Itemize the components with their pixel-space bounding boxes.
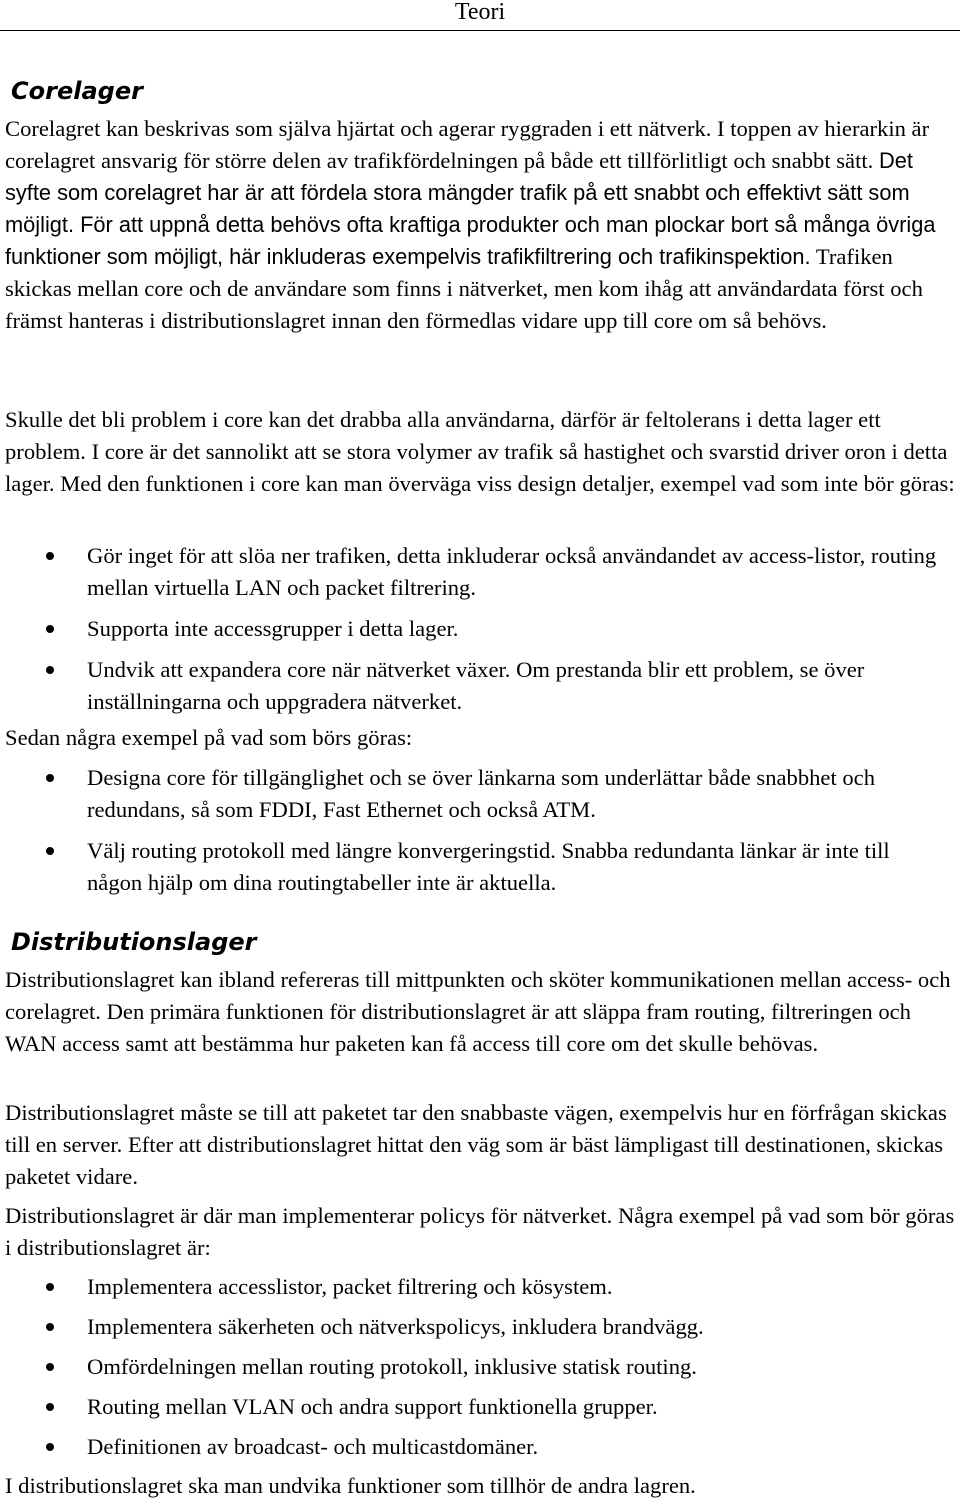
header-divider bbox=[0, 30, 960, 31]
distribution-paragraph-2: Distributionslagret måste se till att paketet tar den snabbaste vägen, exempelvis hur en förfrågan skickas till en server. Efter att distributionslagret hittat den väg som är bäst lämpligast till destinationen, skickas paketet vidare. bbox=[5, 1100, 947, 1189]
list-item-text: Gör inget för att slöa ner trafiken, detta inkluderar också användandet av access-listor, routing mellan virtuella LAN och packet filtrering. bbox=[87, 543, 937, 600]
corelager-paragraph-2: Skulle det bli problem i core kan det drabba alla användarna, därför är feltolerans i detta lager ett problem. I core är det sannolikt att se stora volymer av trafik så hastighet och svarstid driver oron i detta lager. Med den funktionen i core kan man överväga viss design detaljer, exempel vad som inte bör göras: bbox=[5, 407, 955, 496]
distribution-paragraph-3: Distributionslagret är där man implementerar policys för nätverket. Några exempel på vad som bör göras i distributionslagret är: bbox=[5, 1203, 955, 1260]
corelager-paragraph-1-sans-run: Det syfte som corelagret har är att fördela stora mängder trafik på ett snabbt och effektivt sätt som möjligt. För att uppnå detta behövs ofta kraftiga produkter och man plockar bort så många övriga funktioner som möjligt, här inkluderas exempelvis trafikfiltrering och trafikinspektion. bbox=[5, 148, 936, 269]
list-item bbox=[0, 1311, 950, 1343]
list-item-text: Omfördelningen mellan routing protokoll, inklusive statisk routing. bbox=[87, 1354, 697, 1379]
list-item bbox=[0, 1351, 950, 1383]
bullet-icon bbox=[46, 774, 54, 782]
list-item-text: Undvik att expandera core när nätverket växer. Om prestanda blir ett problem, se över inställningarna och uppgradera nätverket. bbox=[87, 657, 865, 714]
list-item bbox=[0, 762, 950, 826]
list-item-text: Designa core för tillgänglighet och se över länkarna som underlättar både snabbhet och redundans, så som FDDI, Fast Ethernet och också ATM. bbox=[87, 765, 875, 822]
bullet-icon bbox=[46, 552, 54, 560]
list-item-text: Implementera accesslistor, packet filtrering och kösystem. bbox=[87, 1274, 613, 1299]
list-item bbox=[0, 1431, 950, 1463]
list-item bbox=[0, 540, 950, 604]
bullet-icon bbox=[46, 1443, 54, 1451]
corelager-do-list bbox=[0, 762, 950, 899]
bullet-icon bbox=[46, 666, 54, 674]
distribution-list bbox=[0, 1271, 950, 1463]
list-item-text: Definitionen av broadcast- och multicastdomäner. bbox=[87, 1434, 539, 1459]
bullet-icon bbox=[46, 847, 54, 855]
list-item-text: Implementera säkerheten och nätverkspolicys, inkludera brandvägg. bbox=[87, 1314, 704, 1339]
list-item bbox=[0, 613, 950, 645]
list-item-text: Välj routing protokoll med längre konvergeringstid. Snabba redundanta länkar är inte till någon hjälp om dina routingtabeller inte är aktuella. bbox=[87, 838, 890, 895]
section-heading-distributionslager: Distributionslager bbox=[11, 928, 257, 956]
list-item bbox=[0, 835, 950, 899]
corelager-between-text: Sedan några exempel på vad som börs göras: bbox=[5, 725, 413, 750]
list-item bbox=[0, 1391, 950, 1423]
section-heading-corelager: Corelager bbox=[11, 77, 143, 105]
list-item-text: Supporta inte accessgrupper i detta lager. bbox=[87, 616, 459, 641]
corelager-dont-list bbox=[0, 540, 950, 718]
bullet-icon bbox=[46, 625, 54, 633]
list-item bbox=[0, 654, 950, 718]
distribution-closing: I distributionslagret ska man undvika funktioner som tillhör de andra lagren. bbox=[5, 1473, 696, 1498]
bullet-icon bbox=[46, 1363, 54, 1371]
corelager-paragraph-1 bbox=[5, 113, 955, 337]
bullet-icon bbox=[46, 1323, 54, 1331]
bullet-icon bbox=[46, 1403, 54, 1411]
list-item bbox=[0, 1271, 950, 1303]
corelager-paragraph-1-rest: Trafiken skickas mellan core och de användare som finns i nätverket, men kom ihåg att användardata först och främst hanteras i distributionslagret innan den förmedlas vidare upp till core om så behövs. bbox=[5, 244, 923, 333]
page-header-title: Teori bbox=[454, 0, 506, 25]
list-item-text: Routing mellan VLAN och andra support funktionella grupper. bbox=[87, 1394, 658, 1419]
distribution-paragraph-1: Distributionslagret kan ibland refereras till mittpunkten och sköter kommunikationen mellan access- och corelagret. Den primära funktionen för distributionslagret är att släppa fram routing, filtreringen och WAN access samt att bestämma hur paketen kan få access till core om det skulle behövas. bbox=[5, 967, 951, 1056]
bullet-icon bbox=[46, 1283, 54, 1291]
corelager-paragraph-1-intro: Corelagret kan beskrivas som själva hjärtat och agerar ryggraden i ett nätverk. I toppen av hierarkin är corelagret ansvarig för större delen av trafikfördelningen på både ett tillförlitligt och snabbt sätt. bbox=[5, 116, 930, 173]
